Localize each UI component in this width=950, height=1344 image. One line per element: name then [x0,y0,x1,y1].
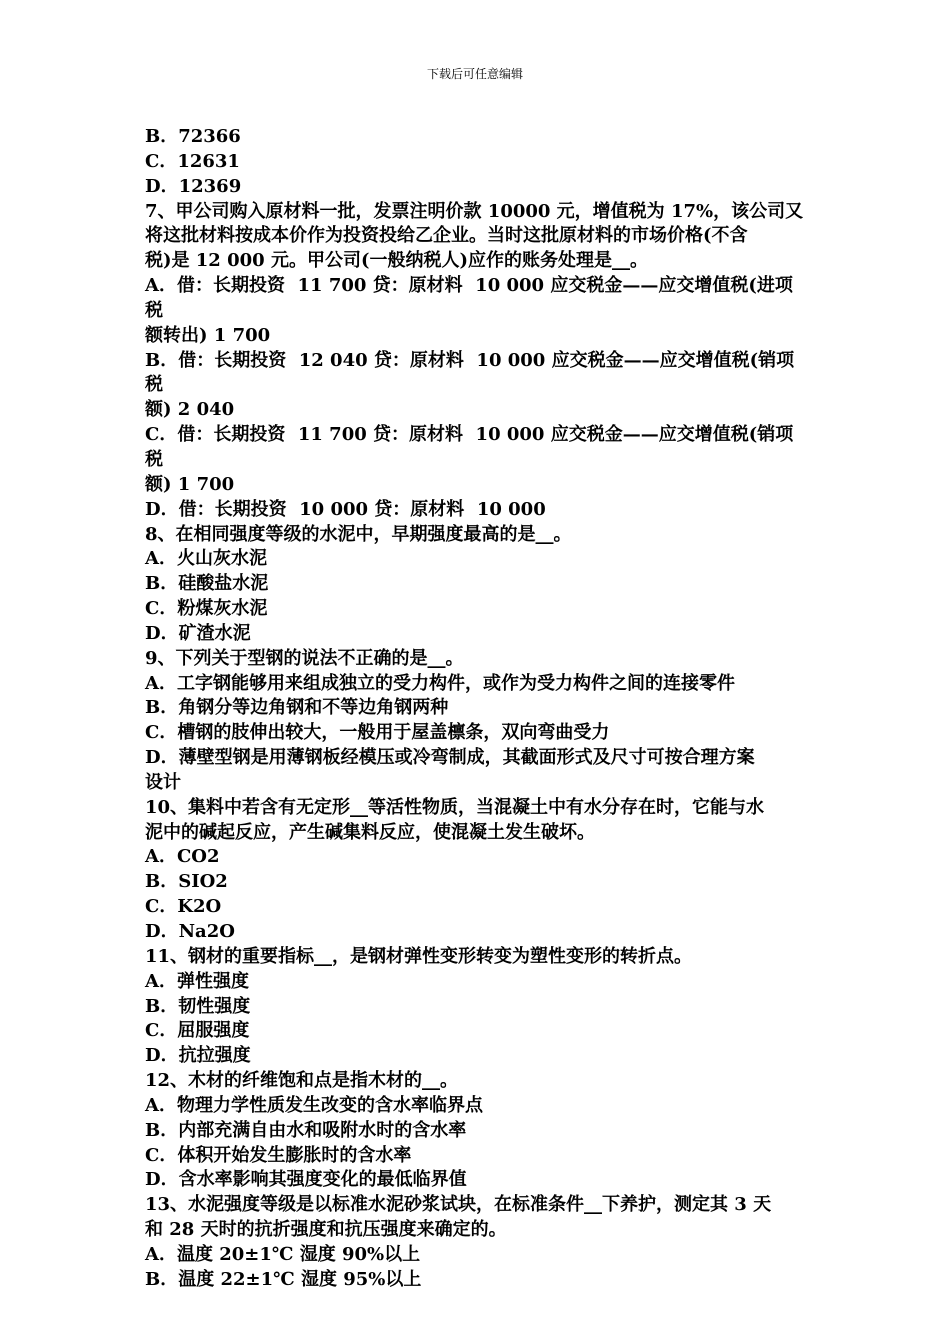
option-a-q8: A．火山灰水泥 [145,548,267,570]
option-c-q10: C．K2O [145,896,222,918]
option-d-q9-line-2: 设计 [145,771,181,793]
question-8: 8、在相同强度等级的水泥中，早期强度最高的是__。 [145,523,572,545]
option-d-q10: D．Na2O [145,921,235,942]
question-10-line-2: 泥中的碱起反应，产生碱集料反应，使混凝土发生破坏。 [145,821,595,843]
option-c-q7-line-2: 额) 1 700 [145,473,235,495]
option-c-q7-line-1: C．借：长期投资 11 700 贷：原材料 10 000 应交税金——应交增值税(销项税 [145,424,794,470]
option-c-q11: C．屈服强度 [145,1020,250,1042]
option-a-q11: A．弹性强度 [145,970,249,992]
option-d-q6: D．12369 [145,175,242,197]
option-b-q12: B．内部充满自由水和吸附水时的含水率 [145,1119,467,1141]
question-10-line-1: 10、集料中若含有无定形__等活性物质，当混凝土中有水分存在时，它能与水 [145,796,765,818]
option-a-q13: A．温度 20±1℃ 湿度 90%以上 [145,1243,421,1265]
question-7-line-2: 将这批材料按成本价作为投资投给乙企业。当时这批原材料的市场价格(不含 [145,225,748,247]
document-body [145,125,810,1293]
page-header: 下载后可任意编辑 [426,67,523,81]
question-11: 11、钢材的重要指标__，是钢材弹性变形转变为塑性变形的转折点。 [145,945,693,967]
question-13-line-2: 和 28 天时的抗折强度和抗压强度来确定的。 [145,1219,507,1241]
option-c-q8: C．粉煤灰水泥 [145,598,268,620]
option-b-q10: B．SIO2 [145,871,228,893]
option-a-q12: A．物理力学性质发生改变的含水率临界点 [145,1094,483,1116]
option-b-q13: B．温度 22±1℃ 湿度 95%以上 [145,1268,422,1290]
option-b-q7-line-2: 额) 2 040 [145,399,235,421]
question-7-line-1: 7、甲公司购入原材料一批，发票注明价款 10000 元，增值税为 17%，该公司又 [145,200,804,222]
option-d-q12: D．含水率影响其强度变化的最低临界值 [145,1169,467,1191]
question-12: 12、木材的纤维饱和点是指木材的__。 [145,1070,459,1092]
option-c-q6: C．12631 [145,150,240,172]
option-b-q7-line-1: B．借：长期投资 12 040 贷：原材料 10 000 应交税金——应交增值税(销项税 [145,349,795,396]
question-7-line-3: 税)是 12 000 元。甲公司(一般纳税人)应作的账务处理是__。 [145,250,648,272]
option-d-q11: D．抗拉强度 [145,1045,251,1067]
option-b-q8: B．硅酸盐水泥 [145,573,269,595]
option-b-q11: B．韧性强度 [145,995,251,1017]
option-b-q6: B．72366 [145,126,241,147]
option-a-q10: A．CO2 [145,846,220,868]
option-a-q7-line-1: A．借：长期投资 11 700 贷：原材料 10 000 应交税金——应交增值税(进项税 [145,275,793,321]
option-d-q9-line-1: D．薄壁型钢是用薄钢板经模压或冷弯制成，其截面形式及尺寸可按合理方案 [145,747,755,769]
option-c-q9: C．槽钢的肢伸出较大，一般用于屋盖檩条，双向弯曲受力 [145,722,610,744]
question-13-line-1: 13、水泥强度等级是以标准水泥砂浆试块，在标准条件__下养护，测定其 3 天 [145,1194,772,1216]
option-d-q7: D．借：长期投资 10 000 贷：原材料 10 000 [145,498,546,520]
option-a-q7-line-2: 额转出) 1 700 [145,324,271,346]
question-9: 9、下列关于型钢的说法不正确的是__。 [145,647,464,669]
option-a-q9: A．工字钢能够用来组成独立的受力构件，或作为受力构件之间的连接零件 [145,672,735,694]
option-b-q9: B．角钢分等边角钢和不等边角钢两种 [145,697,449,719]
option-d-q8: D．矿渣水泥 [145,622,251,644]
option-c-q12: C．体积开始发生膨胀时的含水率 [145,1144,412,1166]
